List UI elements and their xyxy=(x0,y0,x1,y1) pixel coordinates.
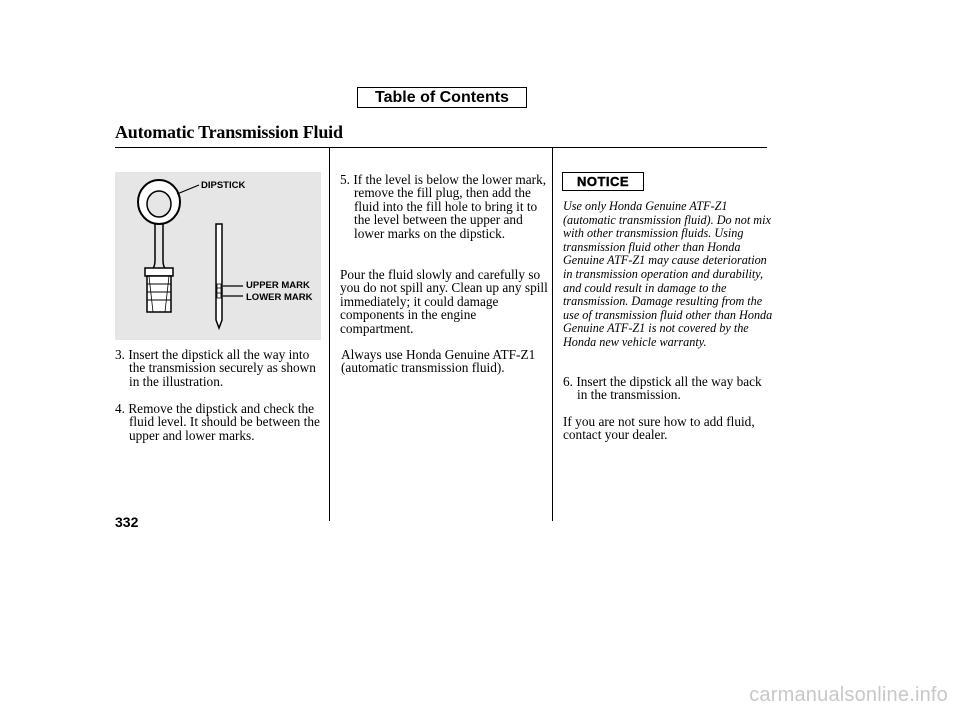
pour-instructions: Pour the fluid slowly and carefully so you do not spill any. Clean up any spill immediately; it could damage components in the engine compartment. xyxy=(340,267,548,336)
column-divider-right xyxy=(552,147,553,521)
dipstick-illustration xyxy=(115,172,321,340)
step-6-number: 6. xyxy=(563,374,573,389)
dipstick-drawing xyxy=(115,172,321,340)
step-5 xyxy=(340,173,550,240)
step-4-number: 4. xyxy=(115,401,125,416)
dipstick-label: DIPSTICK xyxy=(201,180,246,191)
step-3-number: 3. xyxy=(115,347,125,362)
table-of-contents-button[interactable]: Table of Contents xyxy=(357,87,527,108)
step-5-number: 5. xyxy=(340,172,350,187)
step-3 xyxy=(115,348,327,388)
header-rule xyxy=(115,147,767,148)
always-use-text: Always use Honda Genuine ATF-Z1 (automatic transmission fluid). xyxy=(341,347,536,376)
step-4-text: Remove the dipstick and check the fluid level. It should be between the upper and lower marks. xyxy=(128,401,320,443)
page-number: 332 xyxy=(115,514,139,530)
section-title: Automatic Transmission Fluid xyxy=(115,122,343,142)
step-3-text: Insert the dipstick all the way into the transmission securely as shown in the illustration. xyxy=(128,347,316,389)
lower-mark-label: LOWER MARK xyxy=(246,292,313,303)
notice-text: Use only Honda Genuine ATF-Z1 (automatic transmission fluid). Do not mix with other transmission fluids. Using transmission fluid other than Honda Genuine ATF-Z1 may cause deterioration in transmission operation and durability, and could result in damage to the transmission. Damage resulting from the use of transmission fluid other than Honda Genuine ATF-Z1 is not covered by the Honda new vehicle warranty. xyxy=(563,199,773,349)
step-4 xyxy=(115,402,327,442)
notice-badge: NOTICE xyxy=(562,172,644,191)
unsure-note: If you are not sure how to add fluid, contact your dealer. xyxy=(563,414,755,443)
step-6-text: Insert the dipstick all the way back in the transmission. xyxy=(576,374,762,403)
column-divider-left xyxy=(329,147,330,521)
step-6 xyxy=(563,375,775,402)
watermark: carmanualsonline.info xyxy=(749,684,948,706)
always-use-note xyxy=(340,348,540,375)
step-5-text: If the level is below the lower mark, remove the fill plug, then add the fluid into the fill hole to bring it to the level between the upper and lower marks on the dipstick. xyxy=(353,172,547,241)
upper-mark-label: UPPER MARK xyxy=(246,280,310,291)
